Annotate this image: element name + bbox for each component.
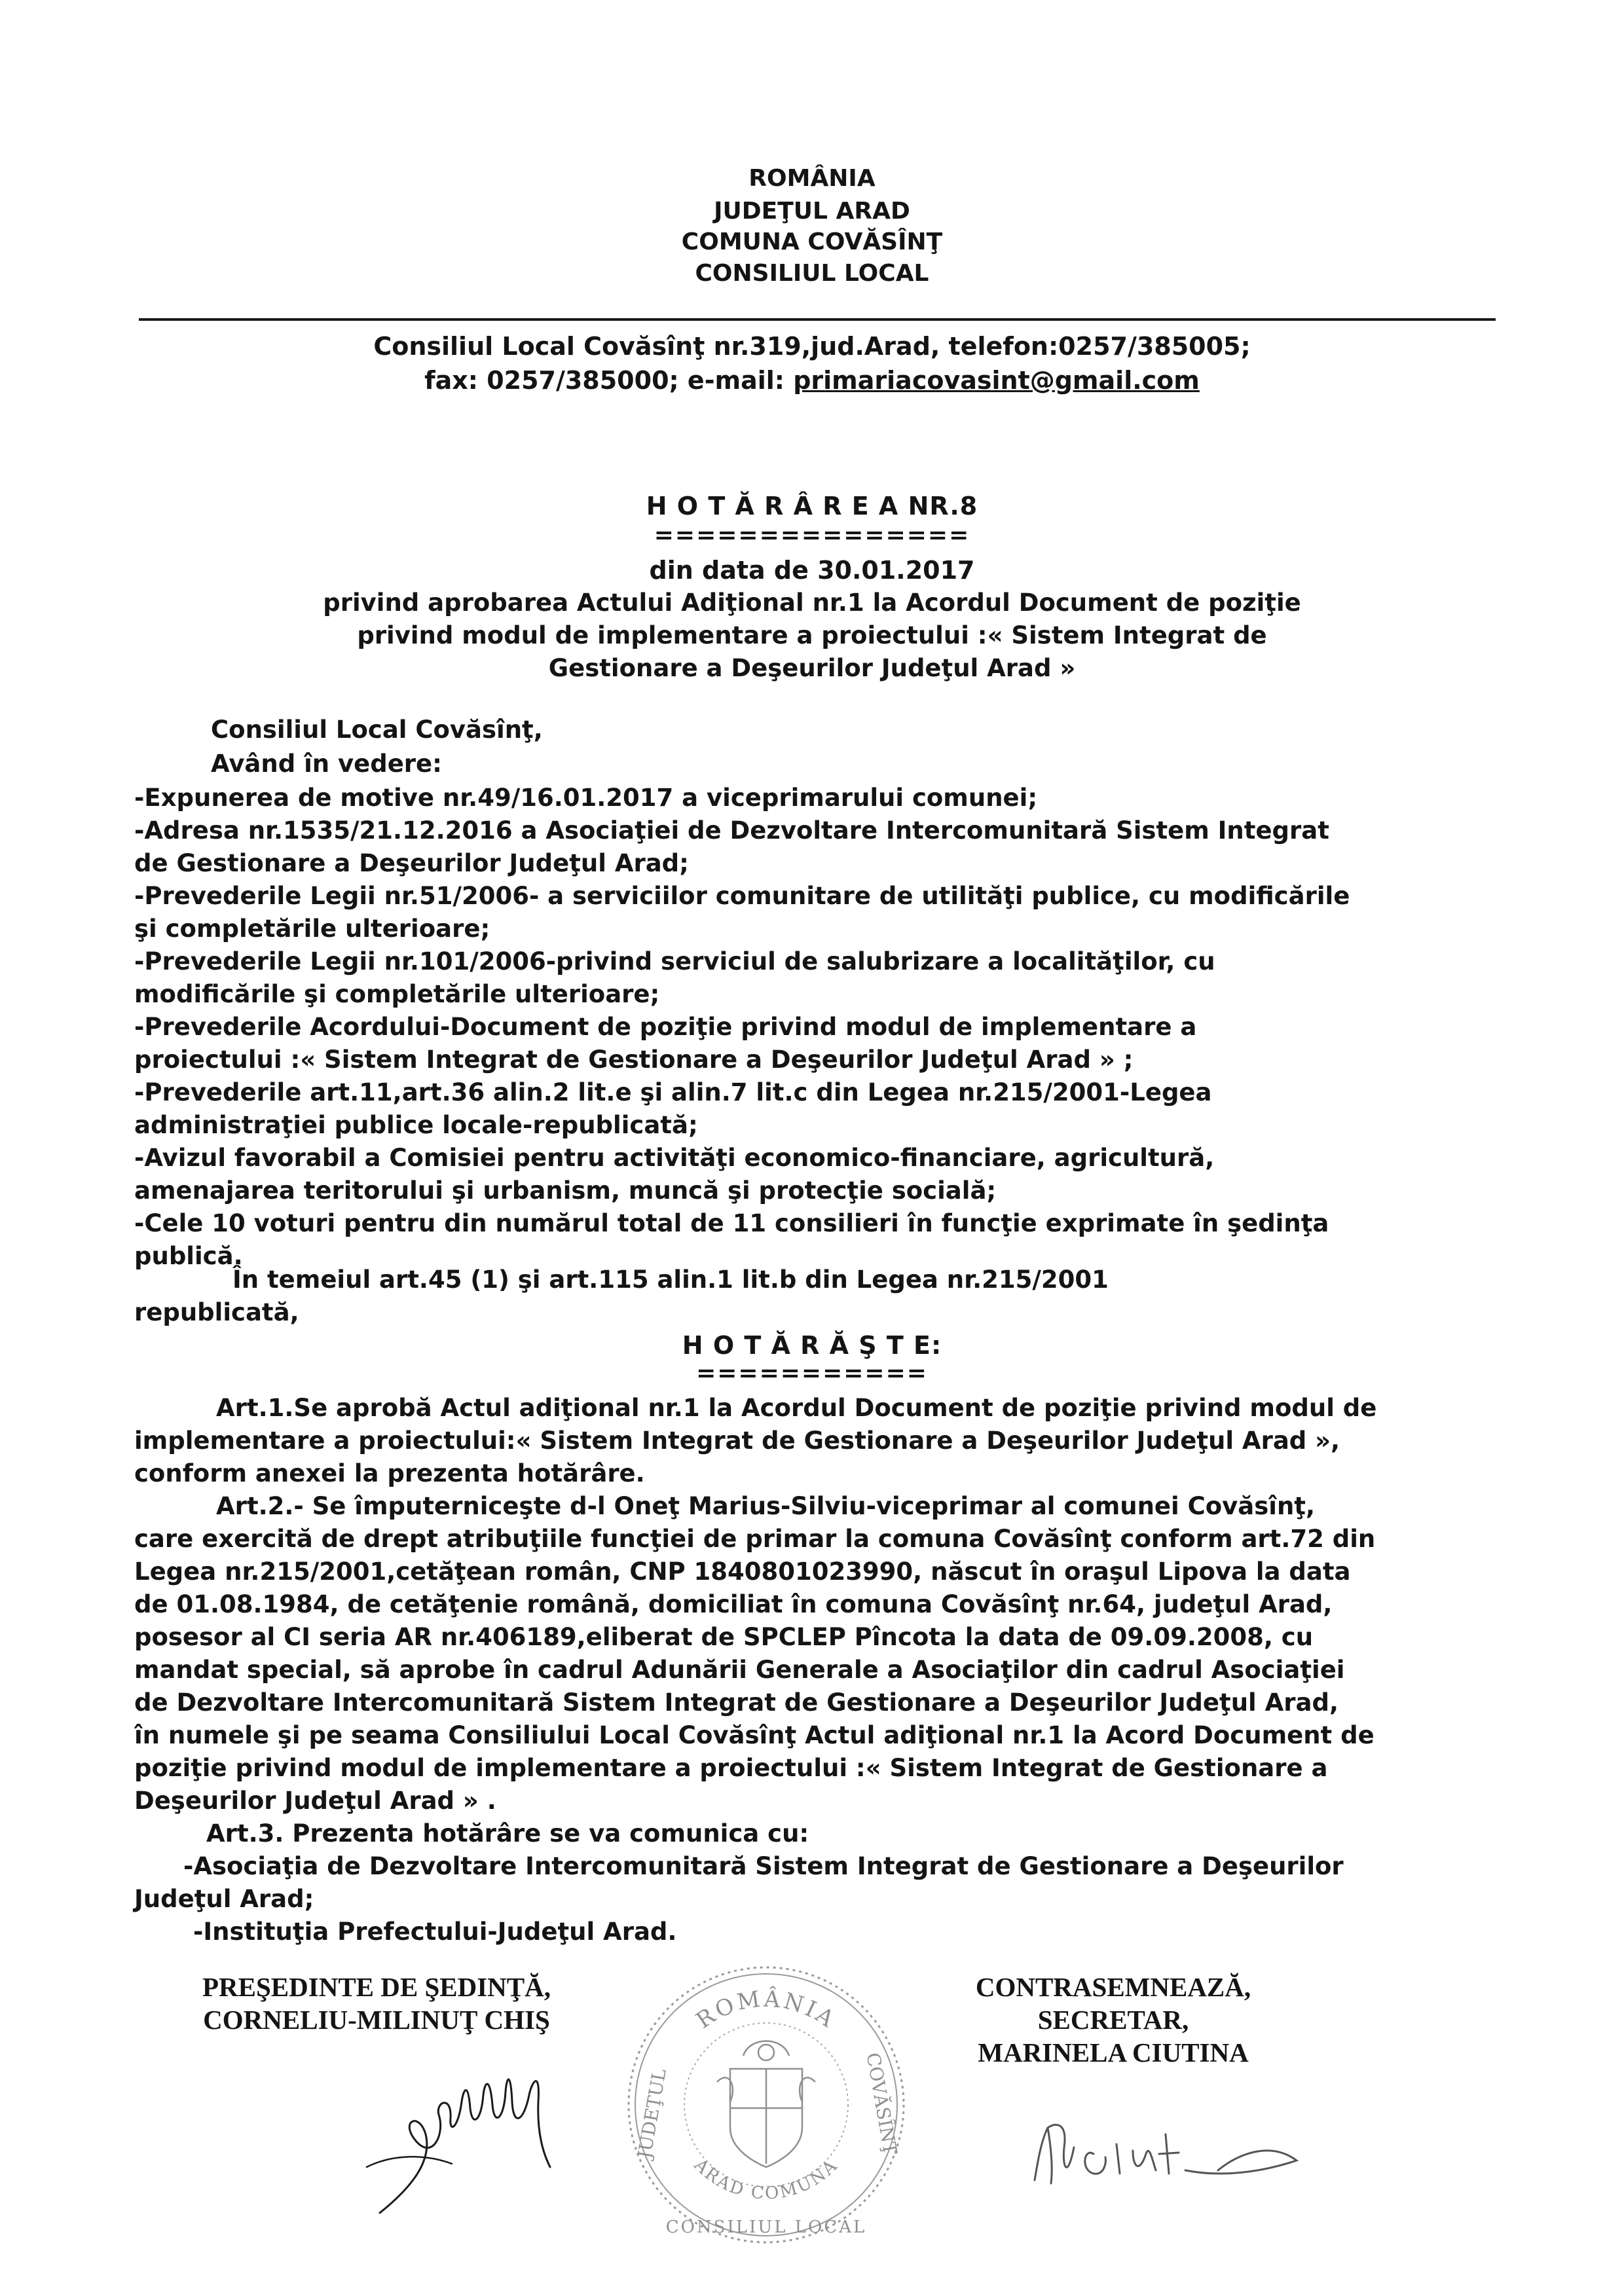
decision-underline: =============== (654, 522, 970, 549)
stamp-top-text: ROMÂNIA (692, 1986, 841, 2034)
decision-date: din data de 30.01.2017 (649, 556, 975, 585)
article-line: -Asociaţia de Dezvoltare Intercomunitară Sistem Integrat de Gestionare a Deşeurilor (183, 1852, 1344, 1880)
intro-considering: Având în vedere: (211, 750, 442, 778)
article-line: în numele şi pe seama Consiliului Local Covăsînţ Actul adiţional nr.1 la Acord Document de (134, 1721, 1375, 1749)
considerations-list (134, 782, 1542, 1273)
decides-underline: =========== (696, 1360, 928, 1387)
article-line: Art.2.- Se împuterniceşte d-l Oneţ Marius-Silviu-viceprimar al comunei Covăsînţ, (216, 1492, 1316, 1520)
consideration-line: -Prevederile Legii nr.101/2006-privind serviciul de salubrizare a localităţilor, cu (134, 947, 1215, 975)
article-line: care exercită de drept atribuţiile funcţiei de primar la comuna Covăsînţ conform art.72 din (134, 1525, 1376, 1553)
article-line: de Dezvoltare Intercomunitară Sistem Integrat de Gestionare a Deşeurilor Judeţul Arad, (134, 1688, 1338, 1717)
consideration-line: şi completările ulterioare; (134, 915, 490, 943)
decision-title: H O T Ă R Â R E A NR.8 (646, 492, 978, 520)
secretary-countersign: CONTRASEMNEAZĂ, (975, 1972, 1251, 2002)
contact-line-2 (0, 364, 1624, 397)
stamp-bottom-text: ARAD COMUNA (690, 2155, 843, 2204)
header-council: CONSILIUL LOCAL (695, 260, 929, 287)
legal-basis-line: republicată, (134, 1298, 299, 1326)
consideration-line: -Prevederile Acordului-Document de poziţie privind modul de implementare a (134, 1013, 1197, 1041)
article-line: -Instituţia Prefectului-Judeţul Arad. (193, 1918, 677, 1946)
email-link[interactable]: primariacovasint@gmail.com (793, 366, 1200, 395)
coat-of-arms-icon (717, 2041, 815, 2168)
consideration-line: -Cele 10 voturi pentru din numărul total de 11 consilieri în funcţie exprimate în şedinţa (134, 1209, 1329, 1237)
article-line: Legea nr.215/2001,cetăţean român, CNP 1840801023990, născut în oraşul Lipova la data (134, 1558, 1351, 1586)
president-handwritten-signature (354, 2056, 616, 2226)
article-1 (134, 1392, 1376, 1490)
intro-council: Consiliul Local Covăsînţ, (211, 716, 543, 744)
consideration-line: -Prevederile Legii nr.51/2006- a serviciilor comunitare de utilităţi publice, cu modificările (134, 882, 1350, 910)
article-line: mandat special, să aprobe în cadrul Adunării Generale a Asociaţilor din cadrul Asociaţiei (134, 1656, 1345, 1684)
stamp-right-text: COVĂSÎNŢ (862, 2050, 902, 2157)
subject-line: privind aprobarea Actului Adiţional nr.1 la Acordul Document de poziţie (323, 589, 1301, 617)
article-2 (134, 1490, 1375, 1817)
legal-basis-line: În temeiul art.45 (1) şi art.115 alin.1 lit.b din Legea nr.215/2001 (232, 1266, 1109, 1294)
consideration-line: de Gestionare a Deşeurilor Judeţul Arad; (134, 849, 689, 877)
article-line: Art.3. Prezenta hotărâre se va comunica cu: (206, 1819, 809, 1848)
svg-text:ROMÂNIA (692, 1985, 841, 2033)
consideration-line: amenajarea teritorului şi urbanism, muncă şi protecţie socială; (134, 1176, 997, 1205)
decides-heading: H O T Ă R Ă Ş T E: (682, 1331, 942, 1360)
contact-fax: fax: 0257/385000; e-mail: (424, 366, 784, 395)
article-line: conform anexei la prezenta hotărâre. (134, 1459, 645, 1487)
article-line: Judeţul Arad; (134, 1885, 314, 1913)
secretary-handwritten-signature (1022, 2108, 1310, 2200)
header-divider (139, 318, 1496, 321)
article-line: Art.1.Se aprobă Actul adiţional nr.1 la Acordul Document de poziţie privind modul de (216, 1394, 1377, 1422)
signature-president (164, 1971, 589, 2036)
secretary-name: MARINELA CIUTINA (978, 2037, 1249, 2068)
consideration-line: -Prevederile art.11,art.36 alin.2 lit.e şi alin.7 lit.c din Legea nr.215/2001-Legea (134, 1078, 1212, 1106)
consideration-line: -Expunerea de motive nr.49/16.01.2017 a viceprimarului comunei; (134, 784, 1038, 812)
stamp-left-text: JUDEŢUL (633, 2067, 671, 2160)
official-stamp (619, 1958, 913, 2252)
stamp-bottom-text-2: CONSILIUL LOCAL (665, 2217, 867, 2237)
president-name: CORNELIU-MILINUŢ CHIŞ (203, 2005, 550, 2035)
article-line: de 01.08.1984, de cetăţenie română, domiciliat în comuna Covăsînţ nr.64, judeţul Arad, (134, 1590, 1333, 1618)
consideration-line: -Adresa nr.1535/21.12.2016 a Asociaţiei de Dezvoltare Intercomunitară Sistem Integrat (134, 816, 1329, 845)
article-line: Deşeurilor Judeţul Arad » . (134, 1787, 496, 1815)
consideration-line: modificările şi completările ulterioare; (134, 980, 660, 1008)
signature-secretary (917, 1971, 1310, 2069)
header-county: JUDEŢUL ARAD (714, 198, 910, 225)
secretary-title: SECRETAR, (1037, 2005, 1189, 2035)
consideration-line: publică. (134, 1242, 243, 1270)
subject-line: Gestionare a Deşeurilor Judeţul Arad » (548, 654, 1076, 682)
header-country: ROMÂNIA (748, 165, 876, 192)
decision-subject (0, 587, 1624, 685)
article-line: implementare a proiectului:« Sistem Integrat de Gestionare a Deşeurilor Judeţul Arad », (134, 1427, 1340, 1455)
article-line: posesor al CI seria AR nr.406189,eliberat de SPCLEP Pîncota la data de 09.09.2008, cu (134, 1623, 1314, 1651)
article-3 (134, 1817, 1344, 1948)
header-commune: COMUNA COVĂSÎNŢ (681, 228, 943, 255)
consideration-line: -Avizul favorabil a Comisiei pentru activităţi economico-financiare, agricultură, (134, 1144, 1215, 1172)
article-line: poziţie privind modul de implementare a proiectului :« Sistem Integrat de Gestionare a (134, 1754, 1328, 1782)
contact-line-1: Consiliul Local Covăsînţ nr.319,jud.Arad, telefon:0257/385005; (373, 332, 1251, 361)
consideration-line: administraţiei publice locale-republicată; (134, 1111, 698, 1139)
president-title: PREŞEDINTE DE ŞEDINŢĂ, (202, 1972, 551, 2002)
consideration-line: proiectului :« Sistem Integrat de Gestionare a Deşeurilor Judeţul Arad » ; (134, 1046, 1134, 1074)
subject-line: privind modul de implementare a proiectului :« Sistem Integrat de (357, 621, 1267, 649)
